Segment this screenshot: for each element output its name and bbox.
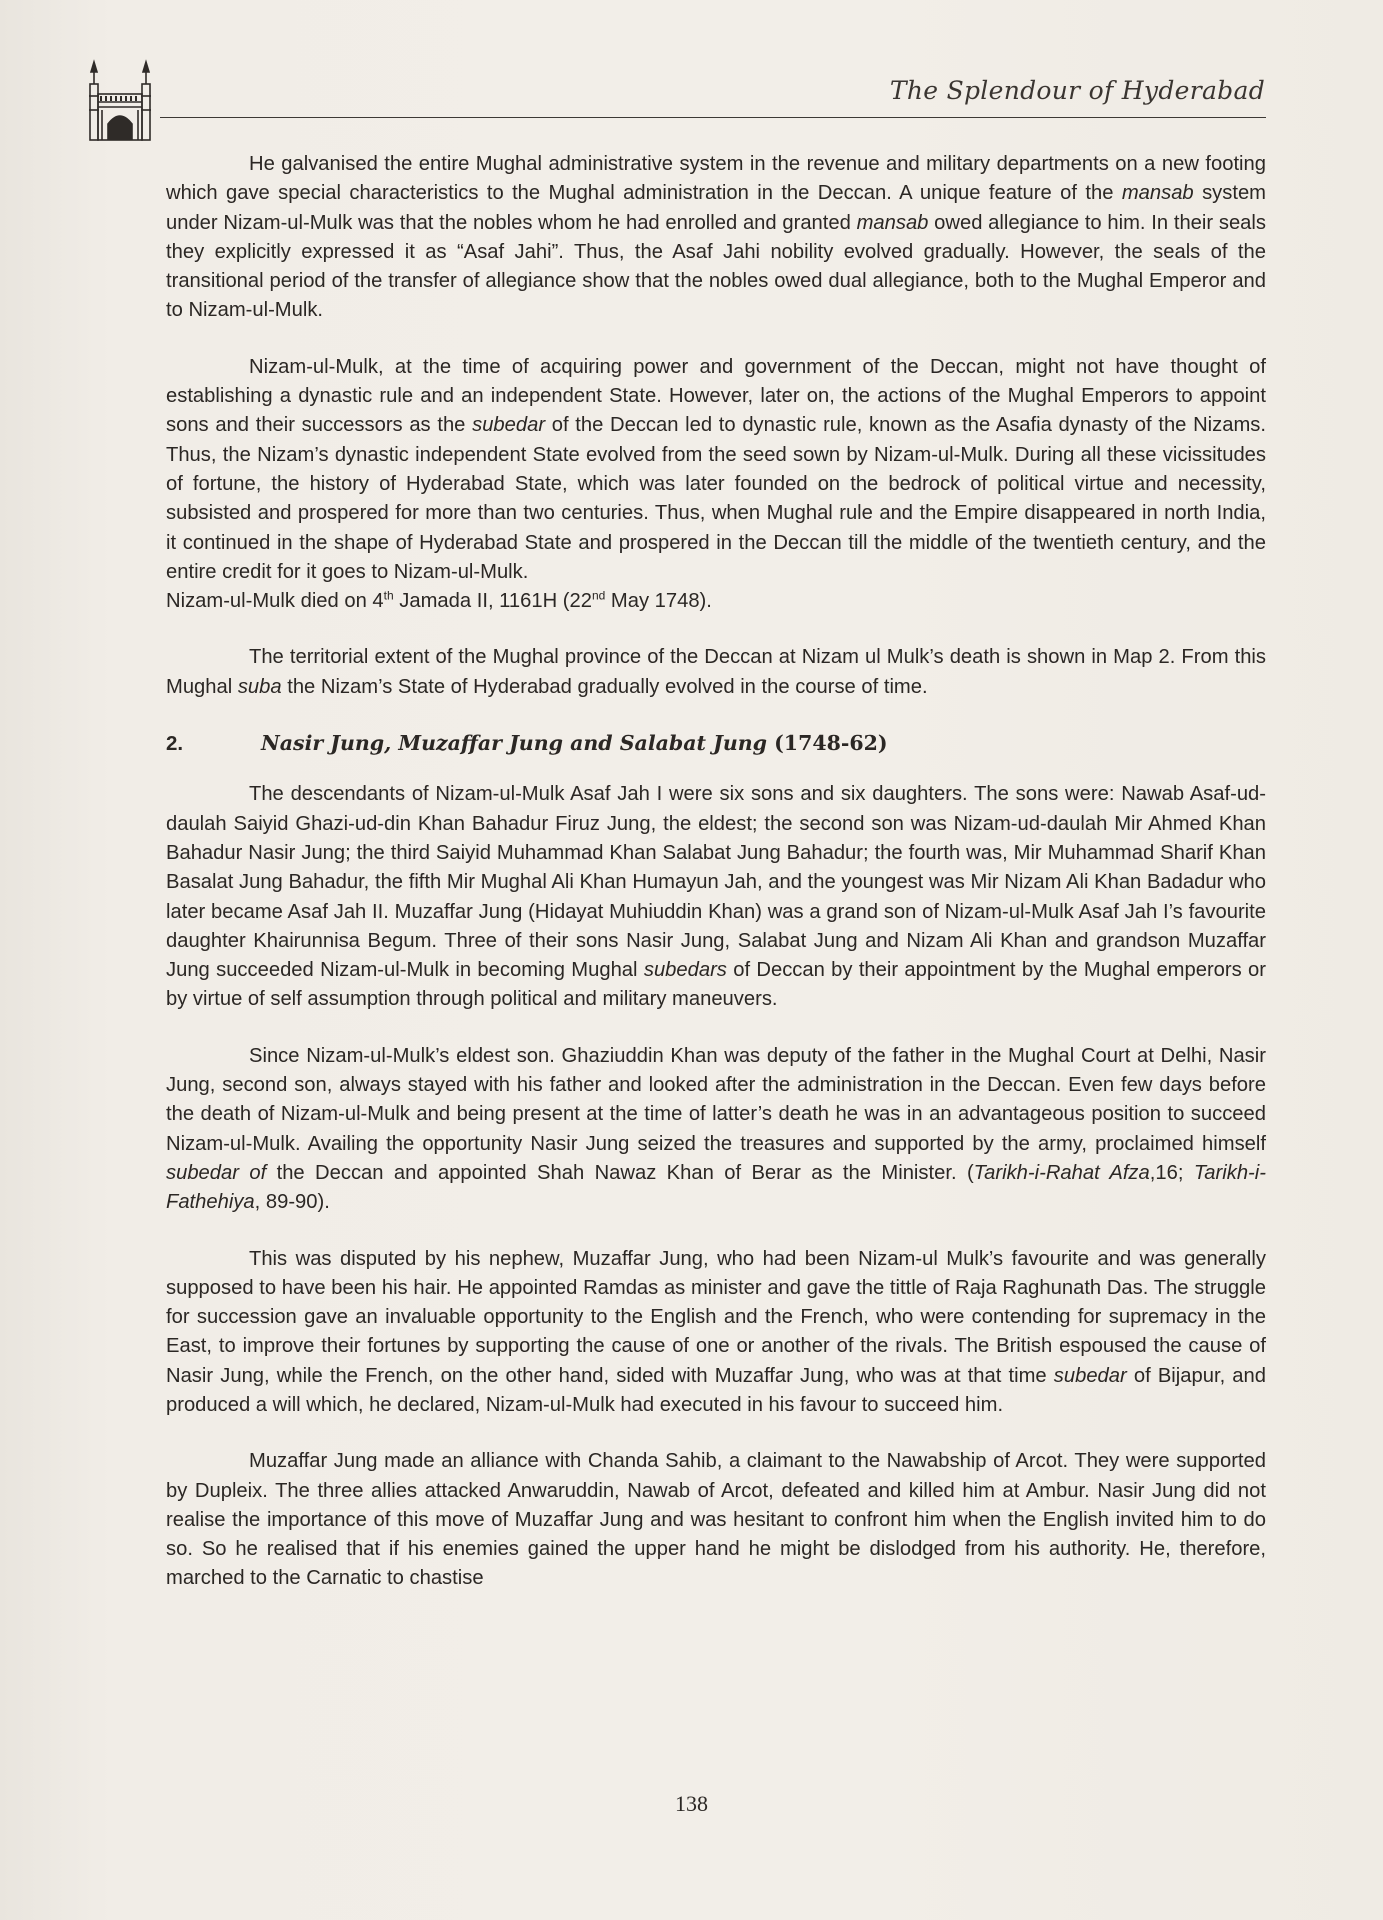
paragraph	[166, 353, 1266, 587]
text-run: He galvanised the entire Mughal administrative system in the revenue and military departments on a new footing which gave special characteristics to the Mughal administration in the Deccan. A unique feature of the	[166, 153, 1266, 205]
text-run: Nizam-ul-Mulk died on 4	[166, 590, 384, 613]
text-run: of Deccan by their appointment by the Mughal emperors or by virtue of self assumption through political and military maneuvers.	[166, 959, 1266, 1011]
italic-term: subedars	[643, 959, 727, 982]
text-run: Since Nizam-ul-Mulk’s eldest son. Ghaziuddin Khan was deputy of the father in the Mughal Court at Delhi, Nasir Jung, second son, always stayed with his father and looked after the administration in the Deccan. Even few days before the death of Nizam-ul-Mulk and being present at the time of latter’s death he was in an advantageous position to succeed Nizam-ul-Mulk. Availing the opportunity Nasir Jung seized the treasures and supported by the army, proclaimed himself	[166, 1044, 1266, 1155]
text-run: the Deccan and appointed Shah Nawaz Khan of Berar as the Minister. (	[266, 1161, 974, 1184]
body-text	[166, 150, 1266, 1621]
italic-term: subedar	[472, 414, 546, 437]
paragraph	[166, 1042, 1266, 1218]
italic-term: mansab	[1121, 182, 1194, 205]
text-run: of Bijapur, and produced a will which, he declared, Nizam-ul-Mulk had executed in his favour to succeed him.	[166, 1364, 1266, 1416]
paragraphs-after-section	[166, 780, 1266, 1593]
text-run: Jamada II, 1161H (22	[393, 590, 592, 613]
text-run: owed allegiance to him. In their seals they explicitly expressed it as “Asaf Jahi”. Thus, the Asaf Jahi nobility evolved gradually. However, the seals of the transitional period of the transfer of allegiance show that the nobles owed dual allegiance, both to the Mughal Emperor and to Nizam-ul-Mulk.	[166, 211, 1266, 322]
text-run: ,16;	[1149, 1161, 1194, 1184]
italic-term: Tarikh-i-Fathehiya	[166, 1161, 1266, 1214]
text-run: The descendants of Nizam-ul-Mulk Asaf Jah I were six sons and six daughters. The sons were: Nawab Asaf-ud-daulah Saiyid Ghazi-ud-din Khan Bahadur Firuz Jung, the eldest; the second son was Nizam-ud-daulah Mir Ahmed Khan Bahadur Nasir Jung; the third Saiyid Muhammad Khan Salabat Jung Bahadur; the fourth was, Mir Muhammad Sharif Khan Basalat Jung Bahadur, the fifth Mir Mughal Ali Khan Humayun Jah, and the youngest was Mir Nizam Ali Khan Badadur who later became Asaf Jah II. Muzaffar Jung (Hidayat Muhiuddin Khan) was a grand son of Nizam-ul-Mulk Asaf Jah I’s favourite daughter Khairunnisa Begum. Three of their sons Nasir Jung, Salabat Jung and Nizam Ali Khan and grandson Muzaffar Jung succeeded Nizam-ul-Mulk in becoming Mughal	[166, 783, 1266, 982]
italic-term: suba	[237, 675, 282, 698]
text-run: of the Deccan led to dynastic rule, known as the Asafia dynasty of the Nizams. Thus, the Nizam’s dynastic independent State evolved from the seed sown by Nizam-ul-Mulk. During all these vicissitudes of fortune, the history of Hyderabad State, which was later founded on the bedrock of political virtue and necessity, subsisted and prospered for more than two centuries. Thus, when Mughal rule and the Empire disappeared in north India, it continued in the shape of Hyderabad State and prospered in the Deccan till the middle of the twentieth century, and the entire credit for it goes to Nizam-ul-Mulk.	[166, 414, 1266, 583]
text-run: The territorial extent of the Mughal province of the Deccan at Nizam ul Mulk’s death is shown in Map 2. From this Mughal	[166, 646, 1266, 698]
superscript: nd	[591, 588, 606, 603]
text-run: , 89-90).	[254, 1191, 330, 1214]
running-title: The Splendour of Hyderabad	[889, 76, 1265, 105]
text-run: the Nizam’s State of Hyderabad gradually evolved in the course of time.	[281, 675, 928, 698]
header-rule	[160, 117, 1266, 118]
paragraph	[166, 150, 1266, 326]
superscript: th	[383, 588, 394, 603]
section-number: 2.	[166, 732, 184, 756]
paragraphs-before-section	[166, 150, 1266, 702]
text-run: system under Nizam-ul-Mulk was that the nobles whom he had enrolled and granted	[166, 182, 1267, 234]
italic-term: mansab	[856, 211, 929, 234]
italic-term: Tarikh-i-Rahat Afza	[973, 1161, 1150, 1184]
text-run: Muzaffar Jung made an alliance with Chanda Sahib, a claimant to the Nawabship of Arcot. They were supported by Dupleix. The three allies attacked Anwaruddin, Nawab of Arcot, defeated and killed him at Ambur. Nasir Jung did not realise the importance of this move of Muzaffar Jung and was hesitant to confront him when the English invited him to do so. So he realised that if his enemies gained the upper hand he might be dislodged from his authority. He, therefore, marched to the Carnatic to chastise	[166, 1450, 1266, 1590]
text-run: May 1748).	[605, 590, 712, 613]
text-run: Nizam-ul-Mulk, at the time of acquiring power and government of the Deccan, might not have thought of establishing a dynastic rule and an independent State. However, later on, the actions of the Mughal Emperors to appoint sons and their successors as the	[166, 355, 1266, 437]
page-number: 138	[675, 1791, 708, 1816]
paragraph	[166, 1447, 1266, 1593]
italic-term: subedar of	[166, 1161, 267, 1184]
section-years: (1748-62)	[774, 731, 888, 756]
section-heading	[166, 729, 1266, 758]
paragraph	[166, 780, 1266, 1014]
charminar-logo-icon	[84, 52, 156, 144]
text-run: This was disputed by his nephew, Muzaffar Jung, who had been Nizam-ul Mulk’s favourite and was generally supposed to have been his hair. He appointed Ramdas as minister and gave the tittle of Raja Raghunath Das. The struggle for succession gave an invaluable opportunity to the English and the French, who were contending for supremacy in the East, to improve their fortunes by supporting the cause of one or another of the rivals. The British espoused the cause of Nasir Jung, while the French, on the other hand, sided with Muzaffar Jung, who was at that time	[166, 1247, 1266, 1387]
paragraph	[166, 643, 1266, 702]
section-title: Nasir Jung, Muzaffar Jung and Salabat Jung	[261, 731, 767, 756]
italic-term: subedar	[1053, 1364, 1127, 1387]
paragraph	[166, 587, 1266, 616]
paragraph	[166, 1245, 1266, 1421]
